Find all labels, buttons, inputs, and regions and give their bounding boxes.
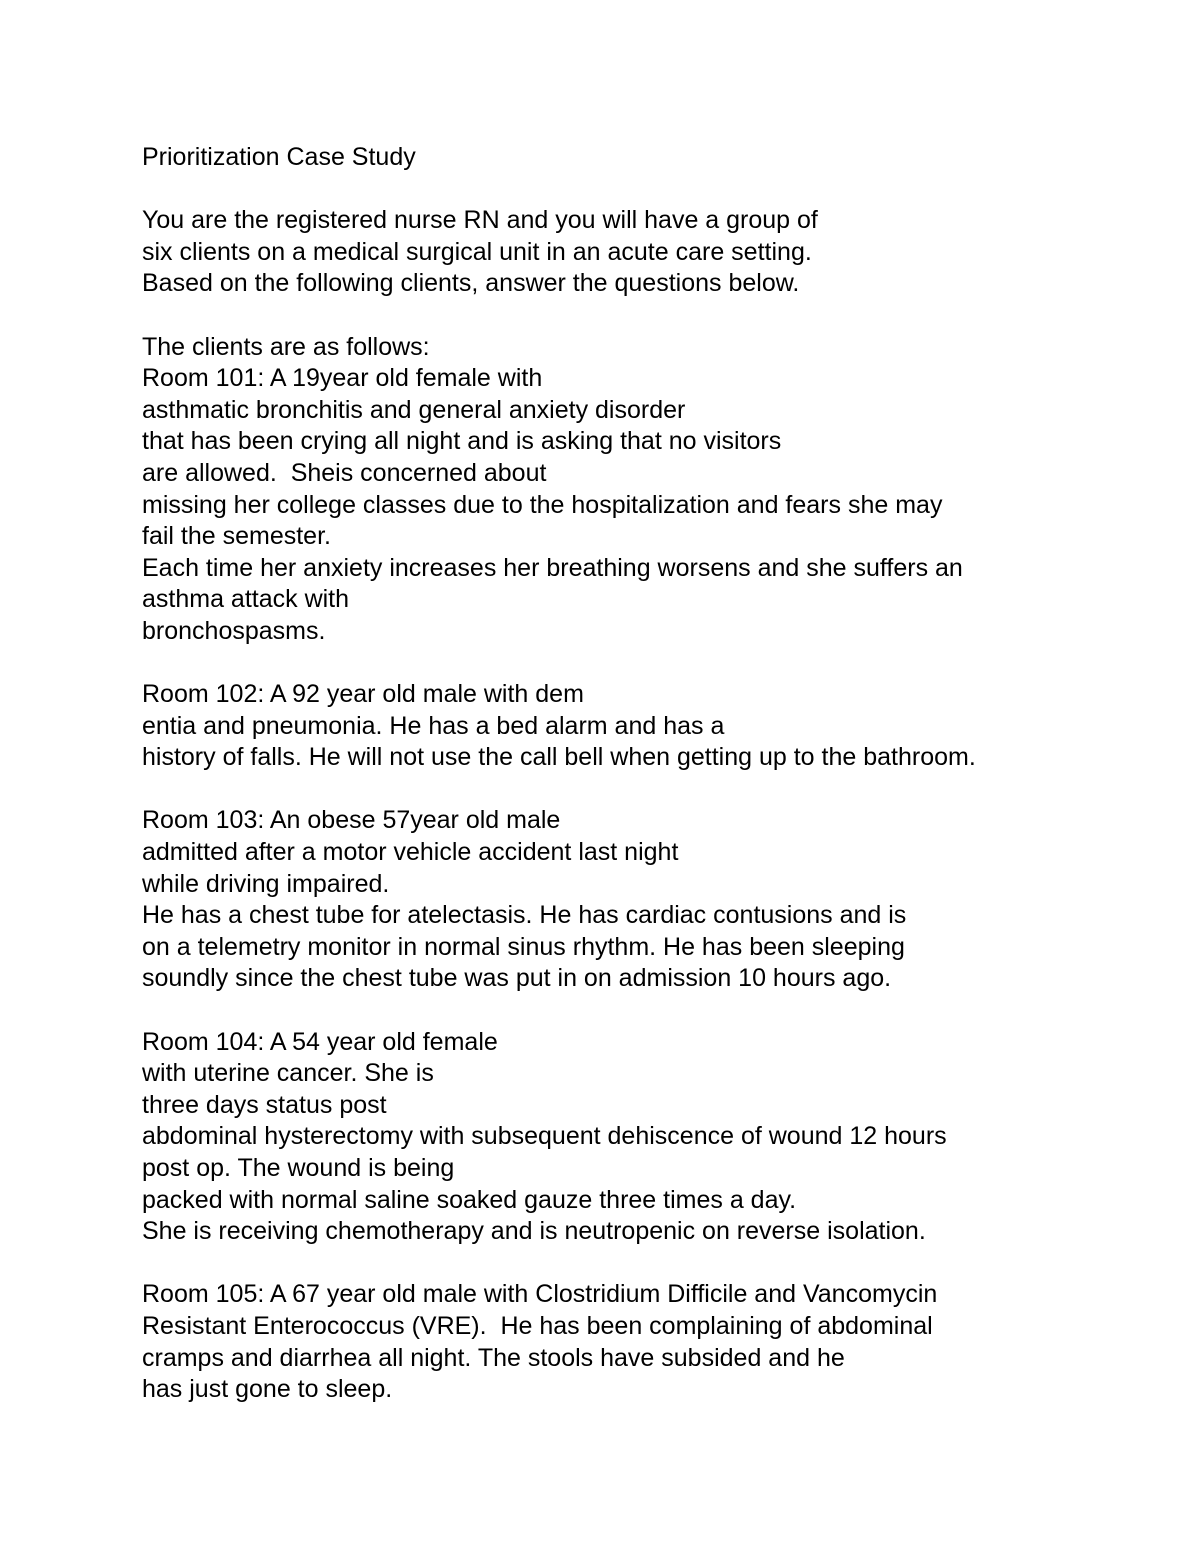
document-body bbox=[142, 142, 1142, 1406]
spacer bbox=[142, 774, 1142, 806]
room-line: are allowed. Sheis concerned about bbox=[142, 458, 547, 487]
room-line: Room 101: A 19year old female with bbox=[142, 364, 543, 393]
intro-line: Based on the following clients, answer the questions below. bbox=[142, 269, 800, 298]
room-line: packed with normal saline soaked gauze three times a day. bbox=[142, 1185, 797, 1214]
room-line: abdominal hysterectomy with subsequent dehiscence of wound 12 hours bbox=[142, 1122, 947, 1151]
room-104-paragraph bbox=[142, 1027, 1142, 1248]
room-101-paragraph bbox=[142, 363, 1142, 647]
room-line: He has a chest tube for atelectasis. He has cardiac contusions and is bbox=[142, 901, 907, 930]
room-line: Room 104: A 54 year old female bbox=[142, 1027, 498, 1056]
room-line: Resistant Enterococcus (VRE). He has been complaining of abdominal bbox=[142, 1311, 933, 1340]
room-line: Room 102: A 92 year old male with dem bbox=[142, 680, 584, 709]
room-line: three days status post bbox=[142, 1090, 387, 1119]
room-line: with uterine cancer. She is bbox=[142, 1059, 434, 1088]
room-line: asthmatic bronchitis and general anxiety disorder bbox=[142, 395, 686, 424]
room-line: admitted after a motor vehicle accident last night bbox=[142, 838, 679, 867]
room-line: that has been crying all night and is asking that no visitors bbox=[142, 427, 782, 456]
room-line: Each time her anxiety increases her breathing worsens and she suffers an bbox=[142, 553, 963, 582]
room-line: bronchospasms. bbox=[142, 616, 326, 645]
intro-line: six clients on a medical surgical unit in an acute care setting. bbox=[142, 237, 812, 266]
spacer bbox=[142, 174, 1142, 206]
room-line: history of falls. He will not use the call bell when getting up to the bathroom. bbox=[142, 743, 976, 772]
room-line: entia and pneumonia. He has a bed alarm and has a bbox=[142, 711, 725, 740]
room-line: fail the semester. bbox=[142, 522, 331, 551]
intro-line: You are the registered nurse RN and you will have a group of bbox=[142, 206, 818, 235]
room-line: She is receiving chemotherapy and is neutropenic on reverse isolation. bbox=[142, 1217, 926, 1246]
room-line: on a telemetry monitor in normal sinus rhythm. He has been sleeping bbox=[142, 932, 905, 961]
room-102-paragraph bbox=[142, 679, 1142, 774]
spacer bbox=[142, 995, 1142, 1027]
spacer bbox=[142, 648, 1142, 680]
clients-heading: The clients are as follows: bbox=[142, 332, 430, 361]
room-line: has just gone to sleep. bbox=[142, 1375, 393, 1404]
room-line: Room 105: A 67 year old male with Clostridium Difficile and Vancomycin bbox=[142, 1280, 938, 1309]
intro-paragraph bbox=[142, 205, 1142, 300]
spacer bbox=[142, 300, 1142, 332]
room-line: post op. The wound is being bbox=[142, 1154, 455, 1182]
room-line: while driving impaired. bbox=[142, 869, 390, 898]
room-line: missing her college classes due to the hospitalization and fears she may bbox=[142, 490, 943, 519]
spacer bbox=[142, 1248, 1142, 1280]
room-105-paragraph bbox=[142, 1279, 1142, 1405]
room-line: asthma attack with bbox=[142, 585, 350, 614]
document-title: Prioritization Case Study bbox=[142, 143, 416, 171]
room-line: soundly since the chest tube was put in on admission 10 hours ago. bbox=[142, 964, 892, 993]
room-line: Room 103: An obese 57year old male bbox=[142, 806, 561, 835]
room-103-paragraph bbox=[142, 805, 1142, 995]
room-line: cramps and diarrhea all night. The stools have subsided and he bbox=[142, 1343, 845, 1372]
